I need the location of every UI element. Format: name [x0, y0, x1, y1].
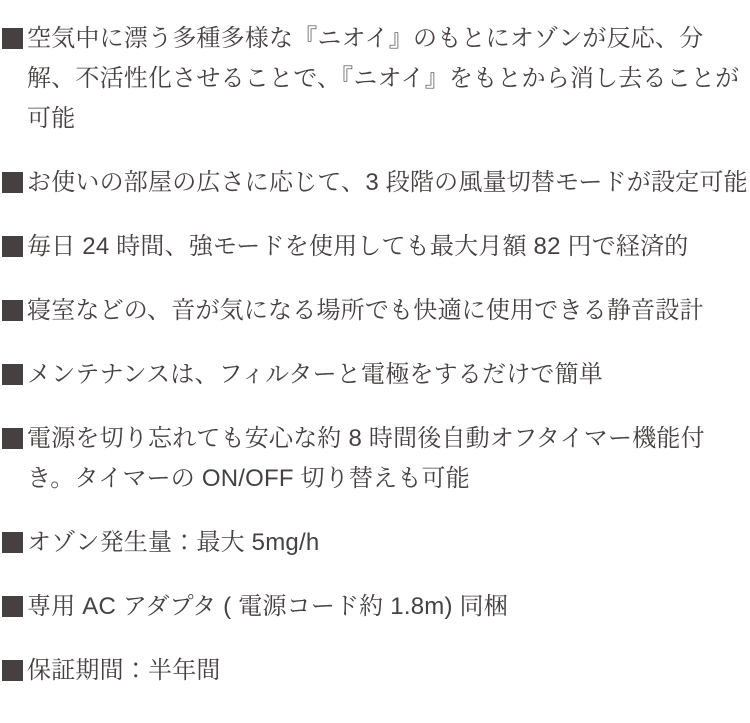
bullet-square-icon — [2, 163, 27, 193]
feature-item — [2, 587, 750, 627]
bullet-square-icon — [2, 419, 27, 449]
feature-item-text: メンテナンスは、フィルターと電極をするだけで簡単 — [27, 361, 603, 388]
bullet-square-icon — [2, 227, 27, 257]
feature-item-text: オゾン発生量：最大 5mg/h — [27, 529, 320, 556]
feature-item-text: 毎日 24 時間、強モードを使用しても最大月額 82 円で経済的 — [27, 233, 689, 260]
bullet-square-icon — [2, 19, 27, 49]
feature-item — [2, 523, 750, 563]
feature-item — [2, 651, 750, 691]
feature-item — [2, 291, 750, 331]
feature-item-text: 保証期間：半年間 — [27, 657, 221, 684]
feature-item-text: 専用 AC アダプタ ( 電源コード約 1.8m) 同梱 — [27, 593, 508, 620]
feature-item — [2, 163, 750, 203]
feature-item-text: 空気中に漂う多種多様な『ニオイ』のもとにオゾンが反応、分解、不活性化させることで、『ニオイ』をもとから消し去ることが可能 — [27, 25, 740, 132]
feature-item — [2, 419, 750, 499]
feature-item-text: お使いの部屋の広さに応じて、3 段階の風量切替モードが設定可能 — [27, 169, 748, 196]
bullet-square-icon — [2, 587, 27, 617]
bullet-square-icon — [2, 523, 27, 553]
feature-list — [2, 19, 750, 691]
bullet-square-icon — [2, 651, 27, 681]
feature-item — [2, 227, 750, 267]
feature-item-text: 寝室などの、音が気になる場所でも快適に使用できる静音設計 — [27, 297, 704, 324]
feature-item-text: 電源を切り忘れても安心な約 8 時間後自動オフタイマー機能付き。タイマーの ON/OFF 切り替えも可能 — [27, 425, 705, 492]
bullet-square-icon — [2, 291, 27, 321]
feature-item — [2, 19, 750, 139]
bullet-square-icon — [2, 355, 27, 385]
feature-item — [2, 355, 750, 395]
